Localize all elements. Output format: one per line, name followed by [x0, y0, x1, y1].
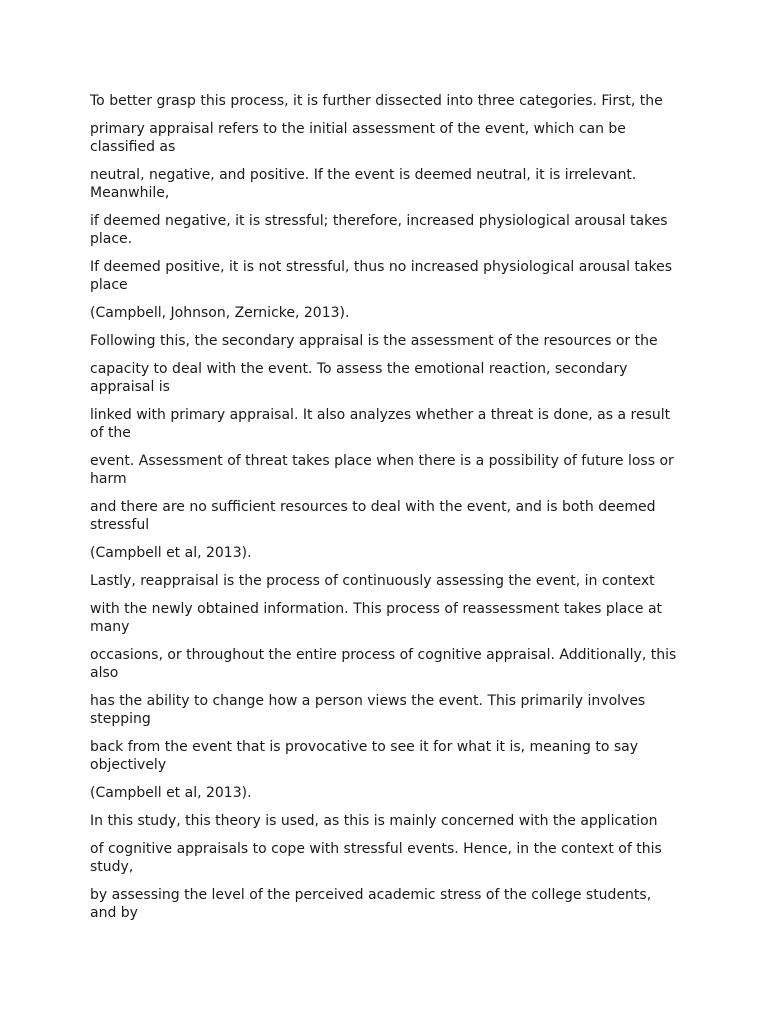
text-line: back from the event that is provocative to see it for what it is, meaning to say objectively: [90, 739, 638, 773]
text-line: Lastly, reappraisal is the process of continuously assessing the event, in context: [90, 573, 655, 589]
text-line: neutral, negative, and positive. If the event is deemed neutral, it is irrelevant. Meanwhile,: [90, 167, 637, 201]
text-line: by assessing the level of the perceived academic stress of the college students, and by: [90, 887, 652, 921]
text-line: event. Assessment of threat takes place when there is a possibility of future loss or harm: [90, 453, 674, 487]
text-line: occasions, or throughout the entire process of cognitive appraisal. Additionally, this also: [90, 647, 677, 681]
text-line: If deemed positive, it is not stressful, thus no increased physiological arousal takes place: [90, 259, 673, 293]
text-line: with the newly obtained information. This process of reassessment takes place at many: [90, 601, 663, 635]
text-line: To better grasp this process, it is further dissected into three categories. First, the: [90, 93, 663, 109]
text-line: of cognitive appraisals to cope with stressful events. Hence, in the context of this study,: [90, 841, 662, 875]
text-line: capacity to deal with the event. To assess the emotional reaction, secondary appraisal is: [90, 361, 628, 395]
text-line: if deemed negative, it is stressful; therefore, increased physiological arousal takes place.: [90, 213, 668, 247]
citation-line: (Campbell et al, 2013).: [90, 785, 252, 801]
text-line: In this study, this theory is used, as this is mainly concerned with the application: [90, 813, 658, 829]
text-line: and there are no sufficient resources to deal with the event, and is both deemed stressful: [90, 499, 656, 533]
text-line: primary appraisal refers to the initial assessment of the event, which can be classified as: [90, 121, 626, 155]
citation-line: (Campbell, Johnson, Zernicke, 2013).: [90, 305, 350, 321]
document-page: [90, 92, 678, 932]
text-line: has the ability to change how a person views the event. This primarily involves stepping: [90, 693, 646, 727]
citation-line: (Campbell et al, 2013).: [90, 545, 252, 561]
text-line: Following this, the secondary appraisal is the assessment of the resources or the: [90, 333, 658, 349]
text-line: linked with primary appraisal. It also analyzes whether a threat is done, as a result of the: [90, 407, 671, 441]
